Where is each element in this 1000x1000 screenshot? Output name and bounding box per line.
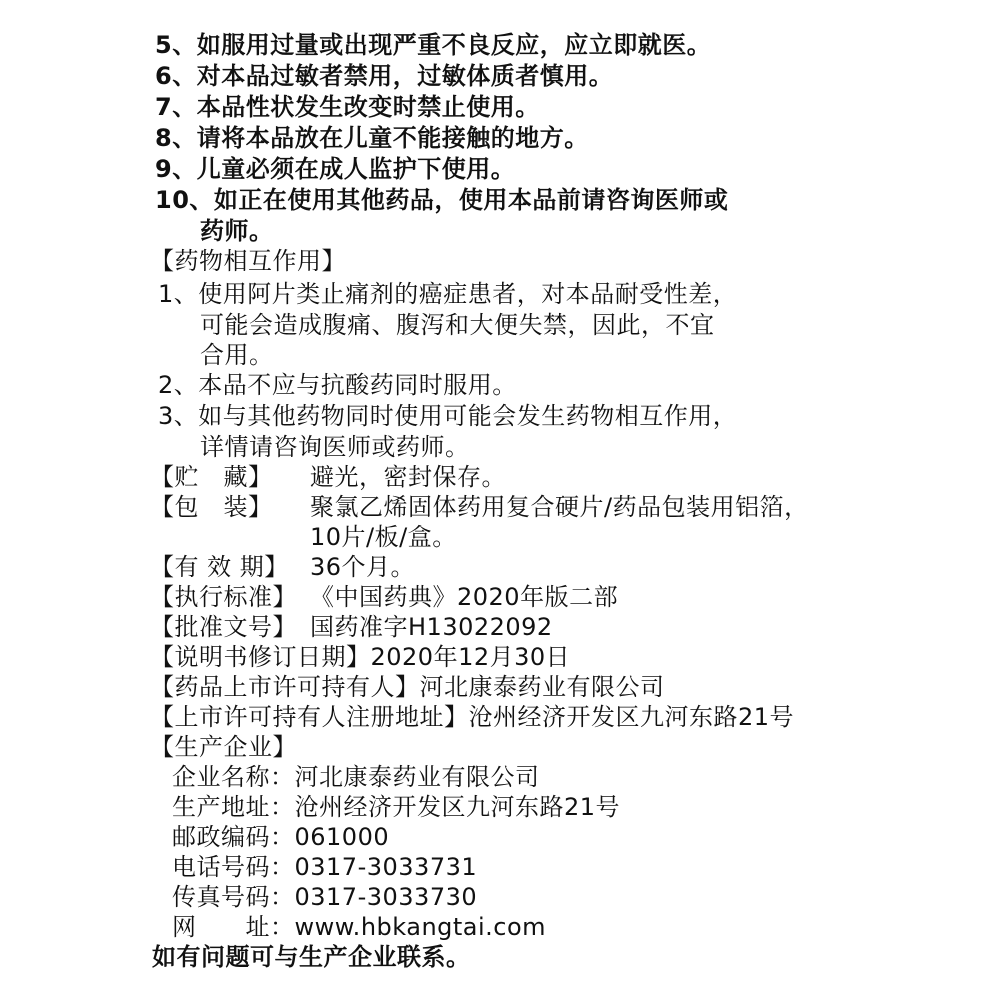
packaging-label: 【包 装】 bbox=[150, 493, 273, 521]
revision-date-value: 2020年12月30日 bbox=[370, 643, 571, 671]
packaging-row bbox=[150, 492, 809, 522]
production-address-label: 生产地址： bbox=[172, 793, 295, 821]
company-name-value: 河北康泰药业有限公司 bbox=[294, 763, 540, 791]
manufacturer-heading: 【生产企业】 bbox=[150, 733, 297, 761]
holder-address-label: 【上市许可持有人注册地址】 bbox=[150, 703, 469, 731]
license-holder-row bbox=[150, 672, 665, 702]
revision-date-row bbox=[150, 642, 570, 672]
standard-row bbox=[150, 582, 618, 612]
shelf-life-value: 36个月。 bbox=[310, 553, 416, 581]
production-address-row bbox=[172, 792, 620, 822]
postal-code-label: 邮政编码： bbox=[172, 823, 295, 851]
interaction-item-1-cont2: 合用。 bbox=[200, 341, 274, 369]
phone-value: 0317-3033731 bbox=[294, 853, 478, 881]
phone-label: 电话号码： bbox=[172, 853, 295, 881]
website-value: www.hbkangtai.com bbox=[294, 913, 547, 941]
license-holder-label: 【药品上市许可持有人】 bbox=[150, 673, 420, 701]
approval-number-value: 国药准字H13022092 bbox=[310, 613, 553, 641]
packaging-value-cont: 10片/板/盒。 bbox=[310, 523, 457, 551]
fax-label: 传真号码： bbox=[172, 883, 295, 911]
warning-item-10: 10、如正在使用其他药品，使用本品前请咨询医师或 bbox=[155, 186, 729, 214]
holder-address-row bbox=[150, 702, 794, 732]
license-holder-value: 河北康泰药业有限公司 bbox=[419, 673, 665, 701]
revision-date-label: 【说明书修订日期】 bbox=[150, 643, 371, 671]
website-row bbox=[172, 912, 546, 942]
storage-value: 避光，密封保存。 bbox=[310, 463, 506, 491]
fax-row bbox=[172, 882, 477, 912]
standard-label: 【执行标准】 bbox=[150, 583, 297, 611]
standard-value: 《中国药典》2020年版二部 bbox=[310, 583, 619, 611]
phone-row bbox=[172, 852, 477, 882]
approval-number-label: 【批准文号】 bbox=[150, 613, 297, 641]
company-name-row bbox=[172, 762, 540, 792]
holder-address-value: 沧州经济开发区九河东路21号 bbox=[468, 703, 795, 731]
interaction-item-3-cont: 详情请咨询医师或药师。 bbox=[200, 433, 470, 461]
interactions-heading: 【药物相互作用】 bbox=[150, 247, 346, 275]
company-name-label: 企业名称： bbox=[172, 763, 295, 791]
fax-value: 0317-3033730 bbox=[294, 883, 478, 911]
packaging-value: 聚氯乙烯固体药用复合硬片/药品包装用铝箔， bbox=[310, 493, 809, 521]
storage-label: 【贮 藏】 bbox=[150, 463, 273, 491]
warning-item-10-cont: 药师。 bbox=[200, 217, 274, 245]
postal-code-value: 061000 bbox=[294, 823, 390, 851]
interaction-item-3: 3、如与其他药物同时使用可能会发生药物相互作用， bbox=[158, 402, 738, 430]
footer-contact-note: 如有问题可与生产企业联系。 bbox=[152, 943, 471, 971]
website-label: 网 址： bbox=[172, 913, 295, 941]
shelf-life-label: 【有 效 期】 bbox=[150, 553, 289, 581]
warning-item-5: 5、如服用过量或出现严重不良反应，应立即就医。 bbox=[155, 31, 712, 59]
interaction-item-1-cont: 可能会造成腹痛、腹泻和大便失禁，因此，不宜 bbox=[200, 311, 715, 339]
warning-item-6: 6、对本品过敏者禁用，过敏体质者慎用。 bbox=[155, 62, 614, 90]
interaction-item-2: 2、本品不应与抗酸药同时服用。 bbox=[158, 371, 517, 399]
storage-row bbox=[150, 462, 506, 492]
shelf-life-row bbox=[150, 552, 415, 582]
warning-item-9: 9、儿童必须在成人监护下使用。 bbox=[155, 155, 516, 183]
warning-item-8: 8、请将本品放在儿童不能接触的地方。 bbox=[155, 124, 589, 152]
approval-number-row bbox=[150, 612, 553, 642]
warning-item-7: 7、本品性状发生改变时禁止使用。 bbox=[155, 93, 540, 121]
postal-code-row bbox=[172, 822, 389, 852]
interaction-item-1: 1、使用阿片类止痛剂的癌症患者，对本品耐受性差， bbox=[158, 280, 738, 308]
production-address-value: 沧州经济开发区九河东路21号 bbox=[294, 793, 621, 821]
